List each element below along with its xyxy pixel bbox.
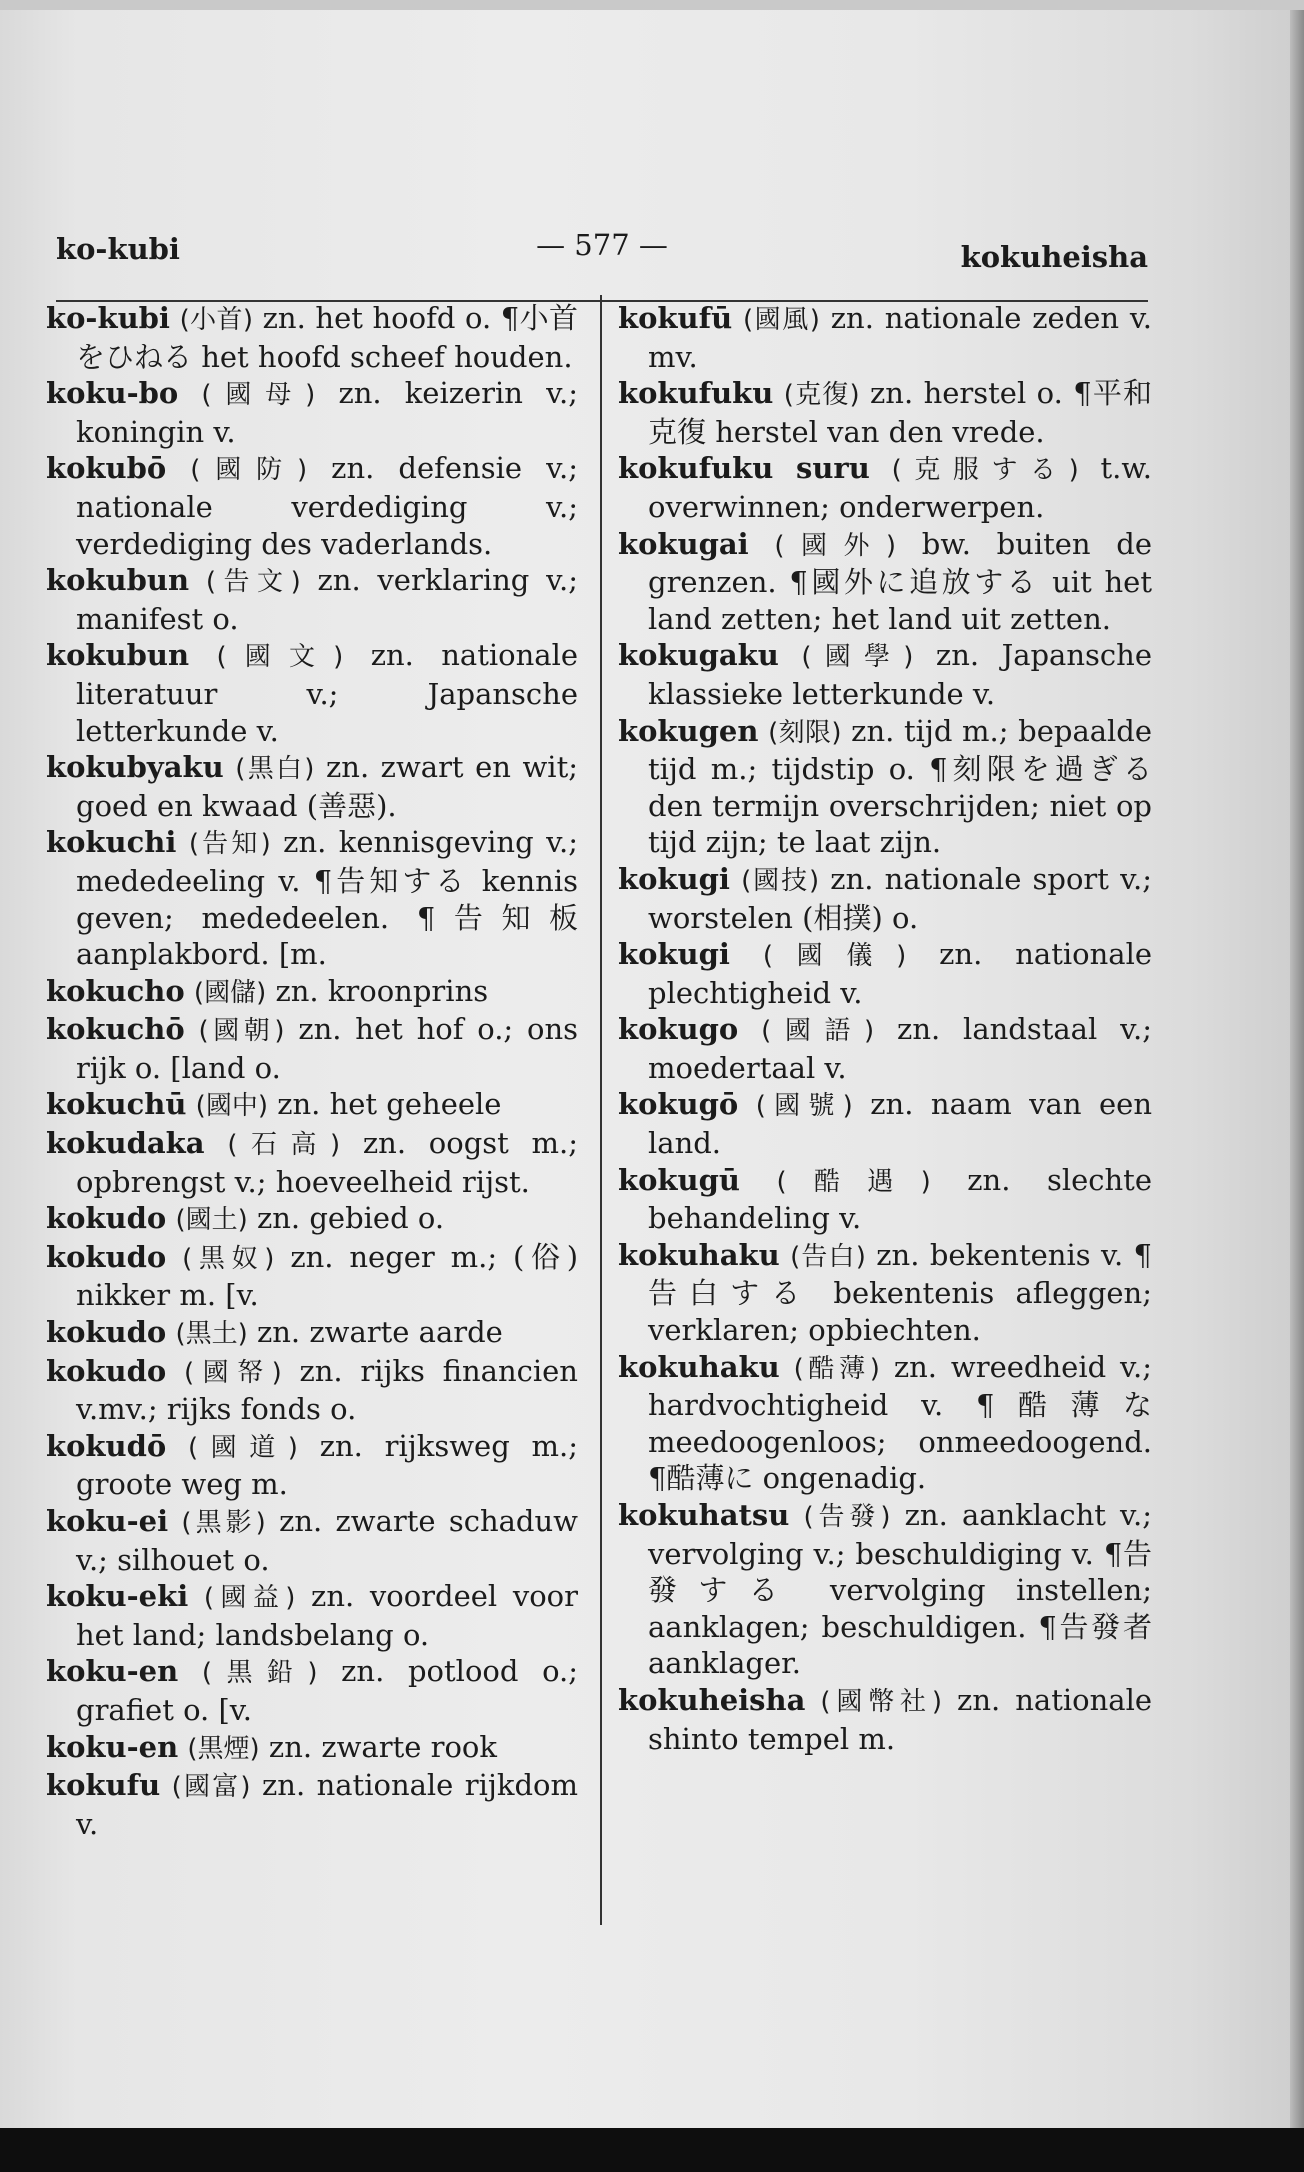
entry-definition: zn. nationale shinto tempel m. [648,1682,1153,1756]
entry-headword: kokufu [46,1768,161,1803]
entry-kanji: (告發) [803,1502,891,1532]
entry-headword: kokuchū [46,1087,187,1122]
entry-kanji: (國外) [774,530,897,561]
entry-kanji: (國益) [203,1583,296,1614]
entry-definition: zn. wreedheid v.; hardvochtigheid v. ¶酷薄な meedoogenloos; onmeedoogend. ¶酷薄に ongenadig. [648,1349,1152,1496]
dictionary-entry [618,1162,1152,1237]
entry-headword: kokugai [618,526,749,561]
entry-definition: zn. zwarte schaduw v.; silhouet o. [76,1504,578,1577]
entry-kanji: (國幣社) [820,1686,942,1717]
entry-definition: zn. nationale zeden v. mv. [648,301,1153,374]
left-column [46,300,578,1842]
entry-kanji: (石高) [227,1130,341,1161]
dictionary-entry [46,1200,578,1239]
entry-definition: bw. buiten de grenzen. ¶國外に追放する uit het land zetten; het land uit zetten. [648,526,1153,636]
dictionary-entry [46,749,578,824]
running-head-right: kokuheisha [960,240,1148,274]
page-number: — 577 — [536,228,668,262]
dictionary-entry [46,1767,578,1842]
entry-kanji: (國帑) [183,1357,282,1388]
dictionary-entry [618,1011,1152,1086]
dictionary-entry [46,1729,578,1768]
dictionary-entry [46,1314,578,1353]
entry-headword: koku-bo [46,376,179,411]
dictionary-entry [46,375,578,450]
entry-kanji: (酷薄) [793,1353,880,1384]
dictionary-entry [46,562,578,637]
entry-headword: koku-ei [46,1504,169,1538]
entry-definition: zn. bekentenis v. ¶告白する bekentenis afleggen; verklaren; opbiechten. [648,1237,1153,1348]
dictionary-entry [46,1578,578,1653]
entry-definition: zn. aanklacht v.; vervolging v.; beschuldiging v. ¶告發する vervolging instellen; aanklagen; beschuldigen. ¶告發者 aanklager. [648,1498,1152,1681]
running-head-left: ko-kubi [56,232,180,266]
entry-kanji: (克服する) [891,455,1079,486]
entry-headword: kokufū [618,301,733,335]
entry-kanji: (小首) [179,305,254,335]
entry-kanji: (黒土) [175,1319,248,1350]
entry-headword: kokufuku [618,376,774,411]
entry-headword: kokuheisha [618,1682,806,1717]
entry-kanji: (國母) [201,380,316,411]
entry-definition: zn. verklaring v.; manifest o. [76,563,579,636]
entry-headword: ko-kubi [46,301,170,335]
dictionary-entry [46,973,578,1012]
entry-kanji: (國風) [742,305,820,335]
entry-kanji: (克復) [783,380,860,411]
entry-definition: zn. voordeel voor het land; landsbelang o. [76,1579,578,1652]
entry-kanji: (國技) [741,865,820,896]
entry-definition: zn. het hoofd o. ¶小首をひねる het hoofd scheef houden. [76,301,578,374]
entry-headword: kokuhaku [618,1237,780,1272]
dictionary-entry [46,300,578,375]
entry-headword: kokugo [618,1012,739,1047]
entry-definition: zn. het hof o.; ons rijk o. [land o. [76,1012,579,1085]
entry-definition: zn. het geheele [277,1087,502,1122]
entry-definition: zn. kroonprins [275,973,489,1008]
entry-definition: zn. potlood o.; grafiet o. [v. [76,1654,579,1727]
entry-kanji: (黒煙) [187,1733,260,1764]
dictionary-entry [618,1237,1152,1349]
entry-kanji: (告文) [205,567,301,598]
dictionary-entry [618,713,1152,861]
entry-definition: zn. tijd m.; bepaalde tijd m.; tijdstip o. ¶刻限を過ぎる den termijn overschrijden; niet op tijd zijn; te laat zijn. [648,713,1153,860]
entry-headword: kokubun [46,638,190,673]
entry-headword: kokugen [618,713,759,748]
entry-definition: zn. kennisgeving v.; mededeeling v. ¶告知する kennis geven; mededeelen. ¶告知板 aanplakbord. [m. [76,825,579,972]
dictionary-entry [618,375,1152,450]
entry-kanji: (酷遇) [776,1166,931,1197]
entry-definition: zn. herstel o. ¶平和克復 herstel van den vrede. [648,376,1153,449]
entry-headword: kokuhaku [618,1349,780,1384]
entry-definition: zn. naam van een land. [648,1087,1153,1161]
entry-definition: zn. landstaal v.; moedertaal v. [648,1012,1153,1085]
entry-kanji: (刻限) [768,717,842,748]
dictionary-entry [46,1086,578,1125]
dictionary-entry [618,1349,1152,1497]
dictionary-entry [46,1353,578,1428]
dictionary-entry [46,1239,578,1314]
entry-headword: kokudaka [46,1126,205,1161]
entry-headword: kokudo [46,1239,167,1274]
entry-kanji: (國富) [171,1772,251,1803]
dictionary-entry [46,1125,578,1200]
dictionary-entry [618,1086,1152,1161]
entry-definition: t.w. overwinnen; onderwerpen. [648,451,1153,524]
entry-headword: kokubun [46,563,190,598]
book-page [0,10,1290,2128]
entry-headword: koku-en [46,1729,179,1764]
dictionary-entry [46,450,578,562]
entry-kanji: (國號) [755,1091,853,1122]
entry-headword: kokugū [618,1162,740,1197]
entry-headword: kokugō [618,1087,739,1122]
entry-headword: kokugaku [618,638,779,673]
entry-headword: koku-en [46,1654,179,1689]
entry-definition: zn. zwarte rook [268,1729,497,1764]
entry-kanji: (國儲) [193,977,267,1008]
dictionary-entry [46,1428,578,1503]
entry-kanji: (國中) [195,1091,268,1122]
entry-kanji: (黒白) [235,754,315,785]
entry-headword: kokudo [46,1201,167,1236]
entry-headword: kokuhatsu [618,1498,790,1532]
entry-definition: zn. nationale plechtigheid v. [648,937,1153,1010]
entry-definition: zn. defensie v.; nationale verdediging v.; verdediging des vaderlands. [76,451,579,561]
dictionary-entry [46,1011,578,1086]
entry-kanji: (國學) [801,642,914,673]
right-column [618,300,1152,1757]
entry-kanji: (告白) [790,1241,866,1272]
dictionary-entry [618,637,1152,712]
entry-kanji: (黒鉛) [201,1658,318,1689]
entry-definition: zn. rijksweg m.; groote weg m. [76,1428,579,1502]
entry-definition: zn. oogst m.; opbrengst v.; hoeveelheid rijst. [76,1126,579,1199]
entry-headword: kokuchō [46,1012,185,1047]
dictionary-entry [618,300,1152,375]
page-edge-shadow [1290,10,1304,2128]
entry-definition: zn. rijks financien v.mv.; rijks fonds o. [76,1353,578,1427]
entry-headword: koku-eki [46,1579,189,1614]
entry-headword: kokudō [46,1428,167,1463]
dictionary-entry [618,861,1152,936]
entry-kanji: (國土) [175,1205,248,1236]
entry-definition: zn. zwarte aarde [256,1315,503,1350]
entry-headword: kokudo [46,1353,167,1388]
entry-headword: kokugi [618,937,730,972]
entry-headword: kokubō [46,451,167,486]
entry-definition: zn. nationale rijkdom v. [76,1768,578,1841]
dictionary-entry [618,450,1152,525]
entry-kanji: (國道) [188,1432,298,1463]
entry-headword: kokucho [46,973,185,1008]
entry-headword: kokudo [46,1315,167,1350]
top-edge [0,0,1304,10]
dictionary-entry [46,1503,578,1578]
dictionary-entry [46,1653,578,1728]
entry-kanji: (國防) [190,455,308,486]
dictionary-entry [46,637,578,749]
entry-definition: zn. keizerin v.; koningin v. [76,376,579,449]
entry-definition: zn. Japansche klassieke letterkunde v. [648,638,1152,711]
entry-definition: zn. zwart en wit; goed en kwaad (善惡). [76,750,578,823]
entry-headword: kokufuku suru [618,451,870,486]
entry-kanji: (黒影) [181,1508,266,1538]
entry-kanji: (國文) [216,642,344,673]
entry-headword: kokubyaku [46,750,224,785]
entry-definition: zn. nationale sport v.; worstelen (相撲) o. [648,861,1153,935]
entry-kanji: (黒奴) [182,1243,275,1274]
entry-definition: zn. slechte behandeling v. [648,1162,1153,1236]
dictionary-entry [618,1682,1152,1757]
dictionary-entry [46,824,578,972]
dictionary-entry [618,936,1152,1011]
dictionary-entry [618,1497,1152,1682]
page-header [56,222,1148,272]
entry-definition: zn. neger m.; (俗) nikker m. [v. [76,1239,579,1313]
entry-kanji: (國儀) [762,941,907,972]
column-divider [600,295,602,1925]
entry-definition: zn. gebied o. [256,1201,445,1236]
entry-kanji: (國語) [761,1016,875,1047]
entry-kanji: (國朝) [198,1016,285,1047]
entry-definition: zn. nationale literatuur v.; Japansche letterkunde v. [76,638,579,748]
entry-kanji: (告知) [188,829,271,860]
entry-headword: kokuchi [46,825,177,860]
entry-headword: kokugi [618,861,730,896]
dictionary-entry [618,526,1152,638]
